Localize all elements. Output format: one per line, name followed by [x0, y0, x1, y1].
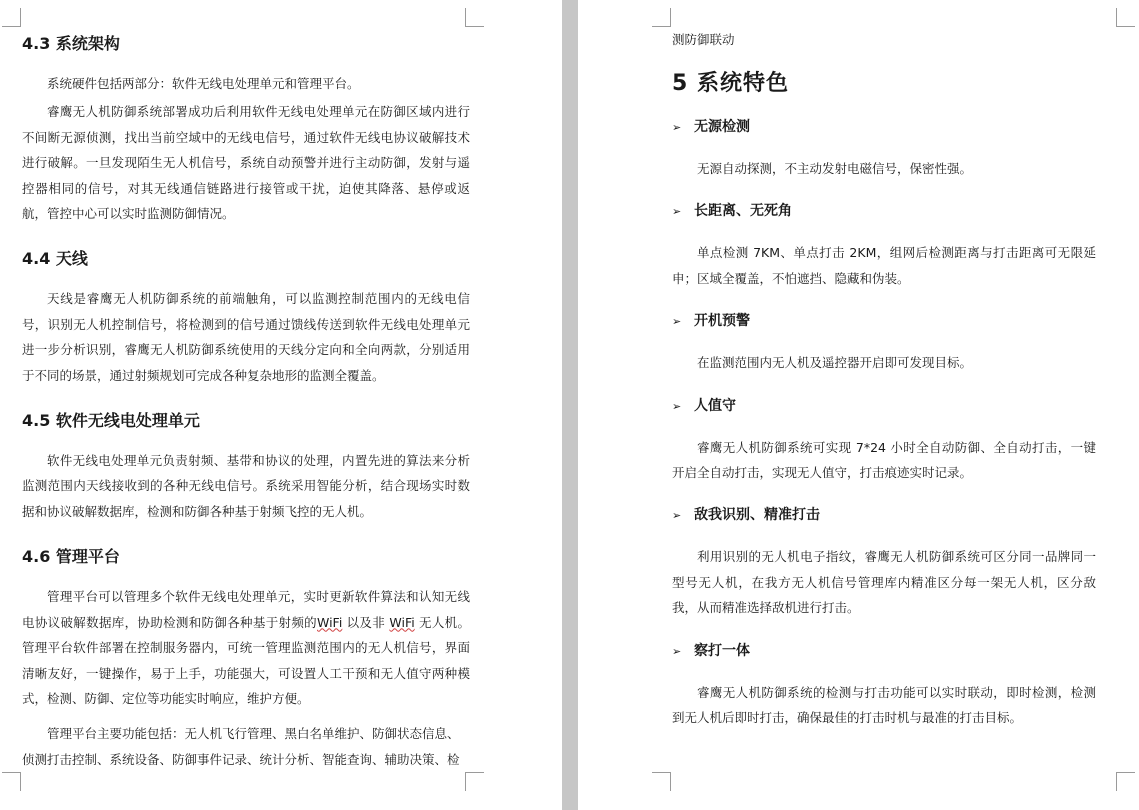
- feature-text: 在监测范围内无人机及遥控器开启即可发现目标。: [697, 355, 973, 371]
- left-page-content: [22, 33, 470, 782]
- margin-marker-top-right: [1116, 8, 1135, 27]
- paragraph: 睿鹰无人机防御系统部署成功后利用软件无线电处理单元在防御区域内进行不间断无源侦测，找出当前空域中的无线电信号，通过软件无线电协议破解技术进行破解。一旦发现陌生无人机信号，系统自动预警并进行主动防御，发射与遥控器相同的信号，对其无线通信链路进行接管或干扰，迫使其降落、悬停或返航，管控中心可以实时监测防御情况。: [22, 104, 470, 222]
- bullet-arrow-icon: ➢: [672, 205, 682, 219]
- section-heading-4-4: 4.4 天线: [22, 249, 88, 269]
- feature-title: 察打一体: [694, 642, 750, 659]
- text-run: 以及非: [342, 614, 390, 630]
- text-run: 管理平台可以管理多个软件无线电处理单元，实时更新软件算法和认知无线电协议破解数据库，协助检测和防御各种基于射频的: [22, 589, 470, 630]
- margin-marker-bottom-left: [2, 772, 21, 791]
- bullet-arrow-icon: ➢: [672, 644, 682, 658]
- carryover-text: 测防御联动: [672, 32, 735, 47]
- feature-heading: [672, 311, 1096, 332]
- paragraph: 天线是睿鹰无人机防御系统的前端触角，可以监测控制范围内的无线电信号，识别无人机控制信号，将检测到的信号通过馈线传送到软件无线电处理单元进一步分析识别，睿鹰无人机防御系统使用的天线分定向和全向两款，分别适用于不同的场景，通过射频规划可完成各种复杂地形的监测全覆盖。: [22, 291, 470, 383]
- margin-marker-top-left: [652, 8, 671, 27]
- feature-text: 利用识别的无人机电子指纹，睿鹰无人机防御系统可区分同一品牌同一型号无人机，在我方无人机信号管理库内精准区分每一架无人机，区分敌我，从而精准选择敌机进行打击。: [672, 549, 1096, 616]
- margin-marker-bottom-right: [1116, 772, 1135, 791]
- document-page-right: [578, 0, 1139, 810]
- feature-text: 单点检测 7KM、单点打击 2KM，组网后检测距离与打击距离可无限延申；区域全覆盖，不怕遮挡、隐藏和伪装。: [672, 245, 1096, 286]
- feature-heading: [672, 641, 1096, 662]
- feature-heading: [672, 117, 1096, 138]
- bullet-arrow-icon: ➢: [672, 315, 682, 329]
- section-heading-4-6: 4.6 管理平台: [22, 547, 120, 567]
- feature-heading: [672, 505, 1096, 526]
- paragraph: 系统硬件包括两部分：软件无线电处理单元和管理平台。: [47, 76, 360, 91]
- feature-title: 开机预警: [694, 313, 750, 330]
- spellcheck-word[interactable]: WiFi: [317, 614, 343, 630]
- bullet-arrow-icon: ➢: [672, 509, 682, 523]
- chapter-title: 5 系统特色: [672, 71, 789, 96]
- paragraph: [22, 584, 470, 711]
- feature-heading: [672, 396, 1096, 417]
- text-run: 无人机。管理平台软件部署在控制服务器内，可统一管理监测范围内的无人机信号，界面清晰友好，一键操作，易于上手，功能强大，可设置人工干预和无人值守两种模式，检测、防御、定位等功能实时响应，维护方便。: [22, 614, 470, 706]
- bullet-arrow-icon: ➢: [672, 399, 682, 413]
- bullet-arrow-icon: ➢: [672, 121, 682, 134]
- margin-marker-top-left: [2, 8, 21, 27]
- page-gutter: [562, 0, 578, 810]
- right-page-content: [672, 31, 1096, 750]
- section-heading-4-3: 4.3 系统架构: [22, 34, 120, 53]
- feature-title: 人值守: [694, 397, 736, 414]
- feature-heading: [672, 201, 1096, 222]
- spellcheck-word[interactable]: WiFi: [389, 614, 415, 630]
- feature-title: 敌我识别、精准打击: [694, 507, 820, 524]
- margin-marker-top-right: [465, 8, 484, 27]
- paragraph: 软件无线电处理单元负责射频、基带和协议的处理，内置先进的算法来分析监测范围内天线接收到的各种无线电信号。系统采用智能分析，结合现场实时数据和协议破解数据库，检测和防御各种基于射频飞控的无人机。: [22, 453, 470, 519]
- paragraph: 管理平台主要功能包括：无人机飞行管理、黑白名单维护、防御状态信息、侦测打击控制、系统设备、防御事件记录、统计分析、智能查询、辅助决策、检: [22, 726, 460, 767]
- feature-title: 长距离、无死角: [694, 203, 792, 220]
- section-heading-4-5: 4.5 软件无线电处理单元: [22, 411, 200, 431]
- feature-text: 睿鹰无人机防御系统的检测与打击功能可以实时联动，即时检测，检测到无人机后即时打击，确保最佳的打击时机与最准的打击目标。: [672, 684, 1096, 726]
- margin-marker-bottom-left: [652, 772, 671, 791]
- feature-text: 睿鹰无人机防御系统可实现 7*24 小时全自动防御、全自动打击，一键开启全自动打击，实现无人值守，打击痕迹实时记录。: [672, 439, 1096, 481]
- feature-text: 无源自动探测，不主动发射电磁信号，保密性强。: [697, 161, 973, 176]
- document-page-left: [0, 0, 562, 810]
- feature-title: 无源检测: [694, 119, 750, 135]
